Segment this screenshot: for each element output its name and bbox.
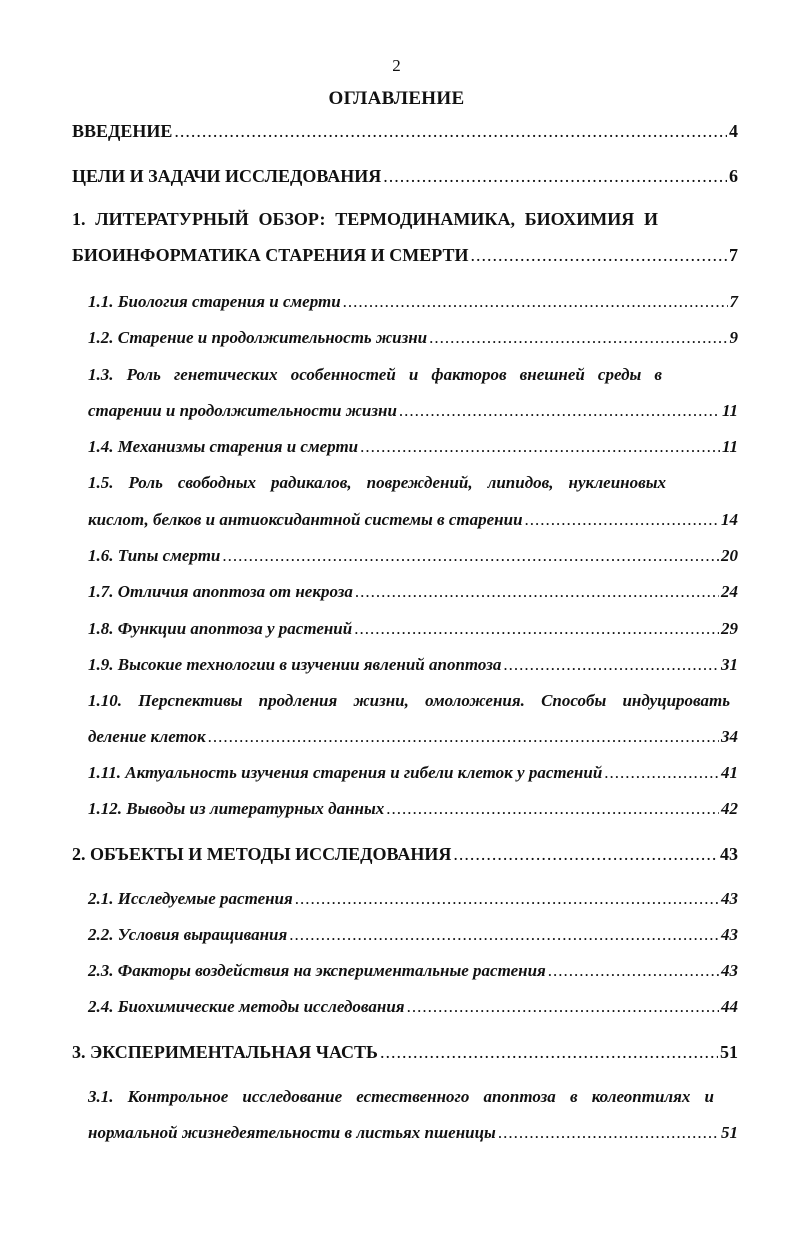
toc-entry-text: 1.1. Биология старения и смерти (88, 292, 341, 311)
toc-entry-1-1[interactable] (88, 289, 738, 315)
toc-entry-page: 44 (721, 997, 738, 1016)
toc-entry-text: ВВЕДЕНИЕ (72, 121, 173, 141)
toc-entry-page: 20 (721, 546, 738, 565)
toc-entry-page: 24 (721, 582, 738, 601)
toc-entry-2-4[interactable] (88, 994, 738, 1020)
toc-entry-1-9[interactable] (88, 652, 738, 678)
toc-entry-page: 42 (721, 799, 738, 818)
toc-entry-text: нормальной жизнедеятельности в листьях пшеницы (88, 1123, 496, 1142)
toc-entry-2-3[interactable] (88, 958, 738, 984)
toc-entry-1-line1: 1. ЛИТЕРАТУРНЫЙ ОБЗОР: ТЕРМОДИНАМИКА, БИОХИМИЯ И (72, 209, 658, 229)
toc-entry-page: 4 (729, 121, 738, 141)
toc-entry-text: старении и продолжительности жизни (88, 401, 397, 420)
toc-entry-page: 43 (721, 889, 738, 908)
toc-entry-1-11[interactable] (88, 760, 738, 786)
toc-entry-page: 51 (721, 1123, 738, 1142)
toc-entry-page: 34 (721, 727, 738, 746)
toc-entry-text: 3. ЭКСПЕРИМЕНТАЛЬНАЯ ЧАСТЬ (72, 1042, 378, 1062)
toc-entry-text: 1.8. Функции апоптоза у растений (88, 619, 353, 638)
toc-entry-text: деление клеток (88, 727, 206, 746)
toc-entry-page: 14 (721, 510, 738, 529)
toc-entry-page: 43 (721, 925, 738, 944)
toc-entry-text: 2.3. Факторы воздействия на экспериментальные растения (88, 961, 546, 980)
toc-entry-1-10-line1: 1.10. Перспективы продления жизни, омоложения. Способы индуцировать (88, 691, 730, 710)
toc-entry-1-5-line1: 1.5. Роль свободных радикалов, повреждений, липидов, нуклеиновых (88, 473, 666, 492)
toc-entry-text: 1.9. Высокие технологии в изучении явлений апоптоза (88, 655, 502, 674)
toc-entry-text: ЦЕЛИ И ЗАДАЧИ ИССЛЕДОВАНИЯ (72, 166, 382, 186)
toc-entry-page: 51 (720, 1042, 738, 1062)
toc-entry-1-10[interactable] (88, 724, 738, 750)
toc-entry-1-12[interactable] (88, 796, 738, 822)
toc-entry-text: 1.11. Актуальность изучения старения и гибели клеток у растений (88, 763, 603, 782)
toc-entry-1-6[interactable] (88, 543, 738, 569)
toc-entry-text: 1.12. Выводы из литературных данных (88, 799, 385, 818)
toc-entry-page: 31 (721, 655, 738, 674)
toc-entry-text: 2.2. Условия выращивания (88, 925, 288, 944)
toc-entry-page: 11 (721, 437, 738, 456)
toc-entry-3-1-line1: 3.1. Контрольное исследование естественного апоптоза в колеоптилях и (88, 1087, 714, 1106)
toc-entry-page: 43 (720, 844, 738, 864)
toc-entry-page: 11 (721, 401, 738, 420)
toc-entry-page: 7 (729, 292, 738, 311)
toc-entry-1[interactable] (72, 242, 738, 268)
toc-entry-text: 1.6. Типы смерти (88, 546, 221, 565)
toc-entry-2-1[interactable] (88, 886, 738, 912)
toc-entry-2-2[interactable] (88, 922, 738, 948)
toc-entry-1-5[interactable] (88, 507, 738, 533)
page-number: 2 (392, 56, 401, 75)
toc-entry-page: 7 (729, 245, 738, 265)
toc-entry-page: 41 (721, 763, 738, 782)
toc-entry-page: 6 (729, 166, 738, 186)
toc-entry-1-8[interactable] (88, 616, 738, 642)
toc-entry-text: 1.7. Отличия апоптоза от некроза (88, 582, 353, 601)
toc-entry-text: 2. ОБЪЕКТЫ И МЕТОДЫ ИССЛЕДОВАНИЯ (72, 844, 452, 864)
toc-entry-1-2[interactable] (88, 325, 738, 351)
toc-entry-3-1[interactable] (88, 1120, 738, 1146)
toc-entry-text: 2.4. Биохимические методы исследования (88, 997, 405, 1016)
toc-entry-2[interactable] (72, 841, 738, 867)
page-title: ОГЛАВЛЕНИЕ (328, 88, 465, 109)
toc-entry-introduction[interactable] (72, 118, 738, 144)
toc-entry-text: 1.4. Механизмы старения и смерти (88, 437, 359, 456)
toc-entry-text: 1.2. Старение и продолжительность жизни (88, 328, 428, 347)
toc-entry-text: кислот, белков и антиоксидантной системы в старении (88, 510, 523, 529)
toc-entry-page: 43 (721, 961, 738, 980)
toc-entry-goals[interactable] (72, 163, 738, 189)
toc-entry-text: 2.1. Исследуемые растения (88, 889, 293, 908)
toc-entry-1-3-line1: 1.3. Роль генетических особенностей и факторов внешней среды в (88, 365, 662, 384)
toc-entry-1-3[interactable] (88, 398, 738, 424)
toc-entry-page: 9 (729, 328, 738, 347)
toc-entry-page: 29 (721, 619, 738, 638)
toc-entry-1-4[interactable] (88, 434, 738, 460)
toc-entry-text: БИОИНФОРМАТИКА СТАРЕНИЯ И СМЕРТИ (72, 245, 469, 265)
toc-entry-1-7[interactable] (88, 579, 738, 605)
toc-entry-3[interactable] (72, 1039, 738, 1065)
